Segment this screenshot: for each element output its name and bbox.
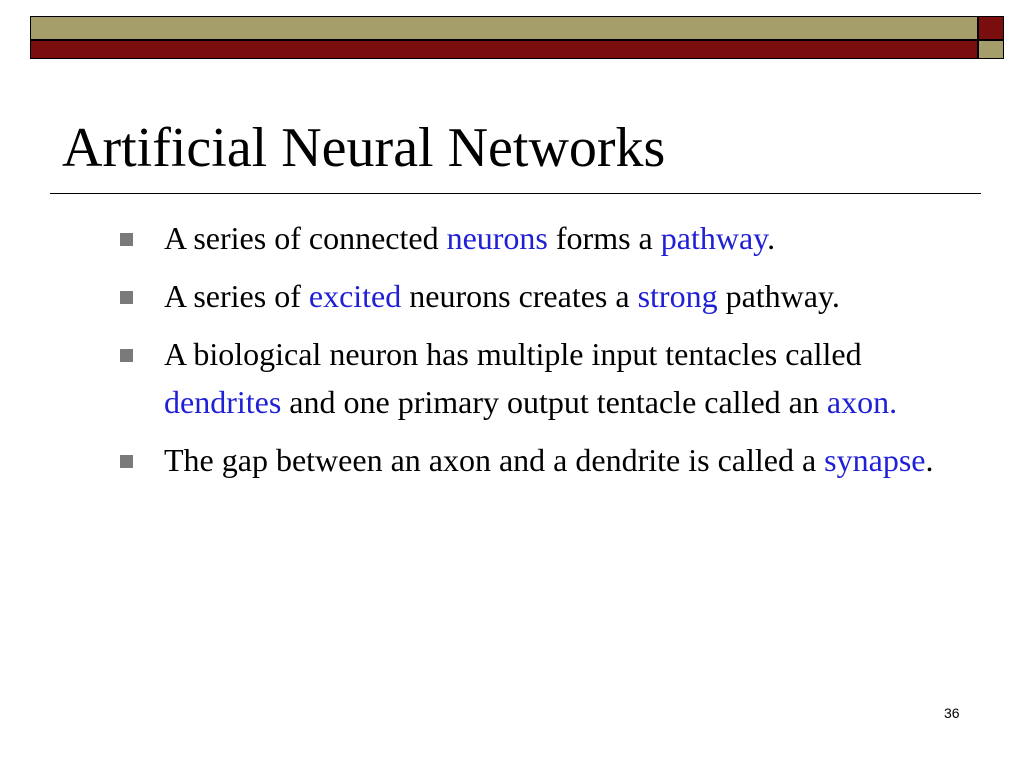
- keyword: axon.: [826, 384, 898, 420]
- bullet-item: [116, 436, 956, 484]
- bullet-text-segment: A biological neuron has multiple input tentacles called: [164, 336, 862, 372]
- keyword: excited: [308, 278, 402, 314]
- square-bullet-icon: [120, 349, 133, 362]
- bullet-text-segment: .: [767, 220, 776, 256]
- keyword: pathway: [660, 220, 768, 256]
- bullet-list: [116, 214, 956, 494]
- bullet-item: [116, 214, 956, 262]
- bullet-text-segment: and one primary output tentacle called an: [281, 384, 827, 420]
- keyword: strong: [637, 278, 718, 314]
- keyword: synapse: [824, 442, 926, 478]
- square-bullet-icon: [120, 291, 133, 304]
- corner-block-bottom: [978, 40, 1004, 59]
- bullet-text-segment: The gap between an axon and a dendrite is called a: [164, 442, 825, 478]
- bullet-text-segment: .: [925, 442, 934, 478]
- corner-block-top: [978, 16, 1004, 40]
- bullet-item: [116, 272, 956, 320]
- square-bullet-icon: [120, 455, 133, 468]
- keyword: dendrites: [164, 384, 282, 420]
- bullet-text-segment: pathway.: [717, 278, 840, 314]
- bullet-text-segment: neurons creates a: [401, 278, 638, 314]
- square-bullet-icon: [120, 233, 133, 246]
- bullet-item: [116, 330, 956, 426]
- bullet-text: [164, 278, 840, 314]
- slide-title: Artificial Neural Networks: [62, 117, 666, 179]
- page-number: 36: [944, 705, 960, 721]
- title-divider: [50, 193, 981, 194]
- bullet-text-segment: A series of connected: [164, 220, 447, 256]
- header-banner-bottom: [30, 40, 978, 59]
- bullet-text-segment: A series of: [164, 278, 309, 314]
- header-banner-top: [30, 16, 978, 40]
- bullet-text: [164, 336, 897, 420]
- bullet-text: [164, 220, 775, 256]
- bullet-text: [164, 442, 933, 478]
- bullet-text-segment: forms a: [547, 220, 661, 256]
- keyword: neurons: [446, 220, 548, 256]
